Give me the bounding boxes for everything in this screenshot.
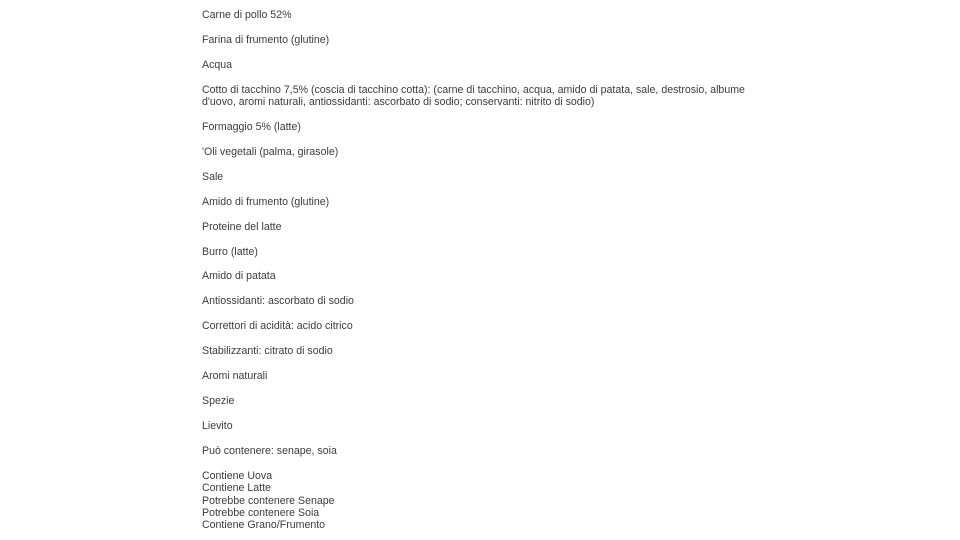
ingredient-item: Cotto di tacchino 7,5% (coscia di tacchino cotta): (carne di tacchino, acqua, amido di patata, sale, destrosio, albume d'uovo, aromi naturali, antiossidanti: ascorbato di sodio; conservanti: nitrito di sodio): [202, 83, 745, 109]
ingredient-item: 'Oli vegetali (palma, girasole): [202, 145, 339, 158]
allergen-line: Contiene Uova: [202, 469, 273, 482]
ingredient-item: Farina di frumento (glutine): [202, 33, 330, 46]
ingredient-item: Può contenere: senape, soia: [202, 444, 337, 457]
ingredient-item: Acqua: [202, 58, 233, 71]
ingredient-item: Formaggio 5% (latte): [202, 121, 301, 134]
ingredient-item: Burro (latte): [202, 245, 258, 258]
ingredient-item: Amido di frumento (glutine): [202, 195, 330, 208]
ingredient-item: Carne di pollo 52%: [202, 9, 292, 21]
ingredient-item: Lievito: [202, 419, 233, 432]
ingredient-item: Antiossidanti: ascorbato di sodio: [202, 295, 354, 308]
allergen-line: Potrebbe contenere Soia: [202, 506, 320, 519]
allergen-line: Contiene Latte: [202, 482, 271, 495]
allergen-line: Contiene Grano/Frumento: [202, 519, 326, 532]
ingredient-item: Stabilizzanti: citrato di sodio: [202, 345, 333, 358]
ingredient-item: Aromi naturali: [202, 370, 268, 383]
allergen-statement: [202, 470, 768, 532]
ingredient-item: Sale: [202, 170, 224, 183]
ingredient-item: Correttori di acidità: acido citrico: [202, 320, 353, 333]
ingredient-item: Amido di patata: [202, 270, 276, 283]
ingredient-item: Spezie: [202, 395, 235, 407]
ingredient-item: Proteine del latte: [202, 220, 282, 233]
allergen-line: Potrebbe contenere Senape: [202, 494, 335, 507]
ingredients-list: [202, 9, 768, 532]
